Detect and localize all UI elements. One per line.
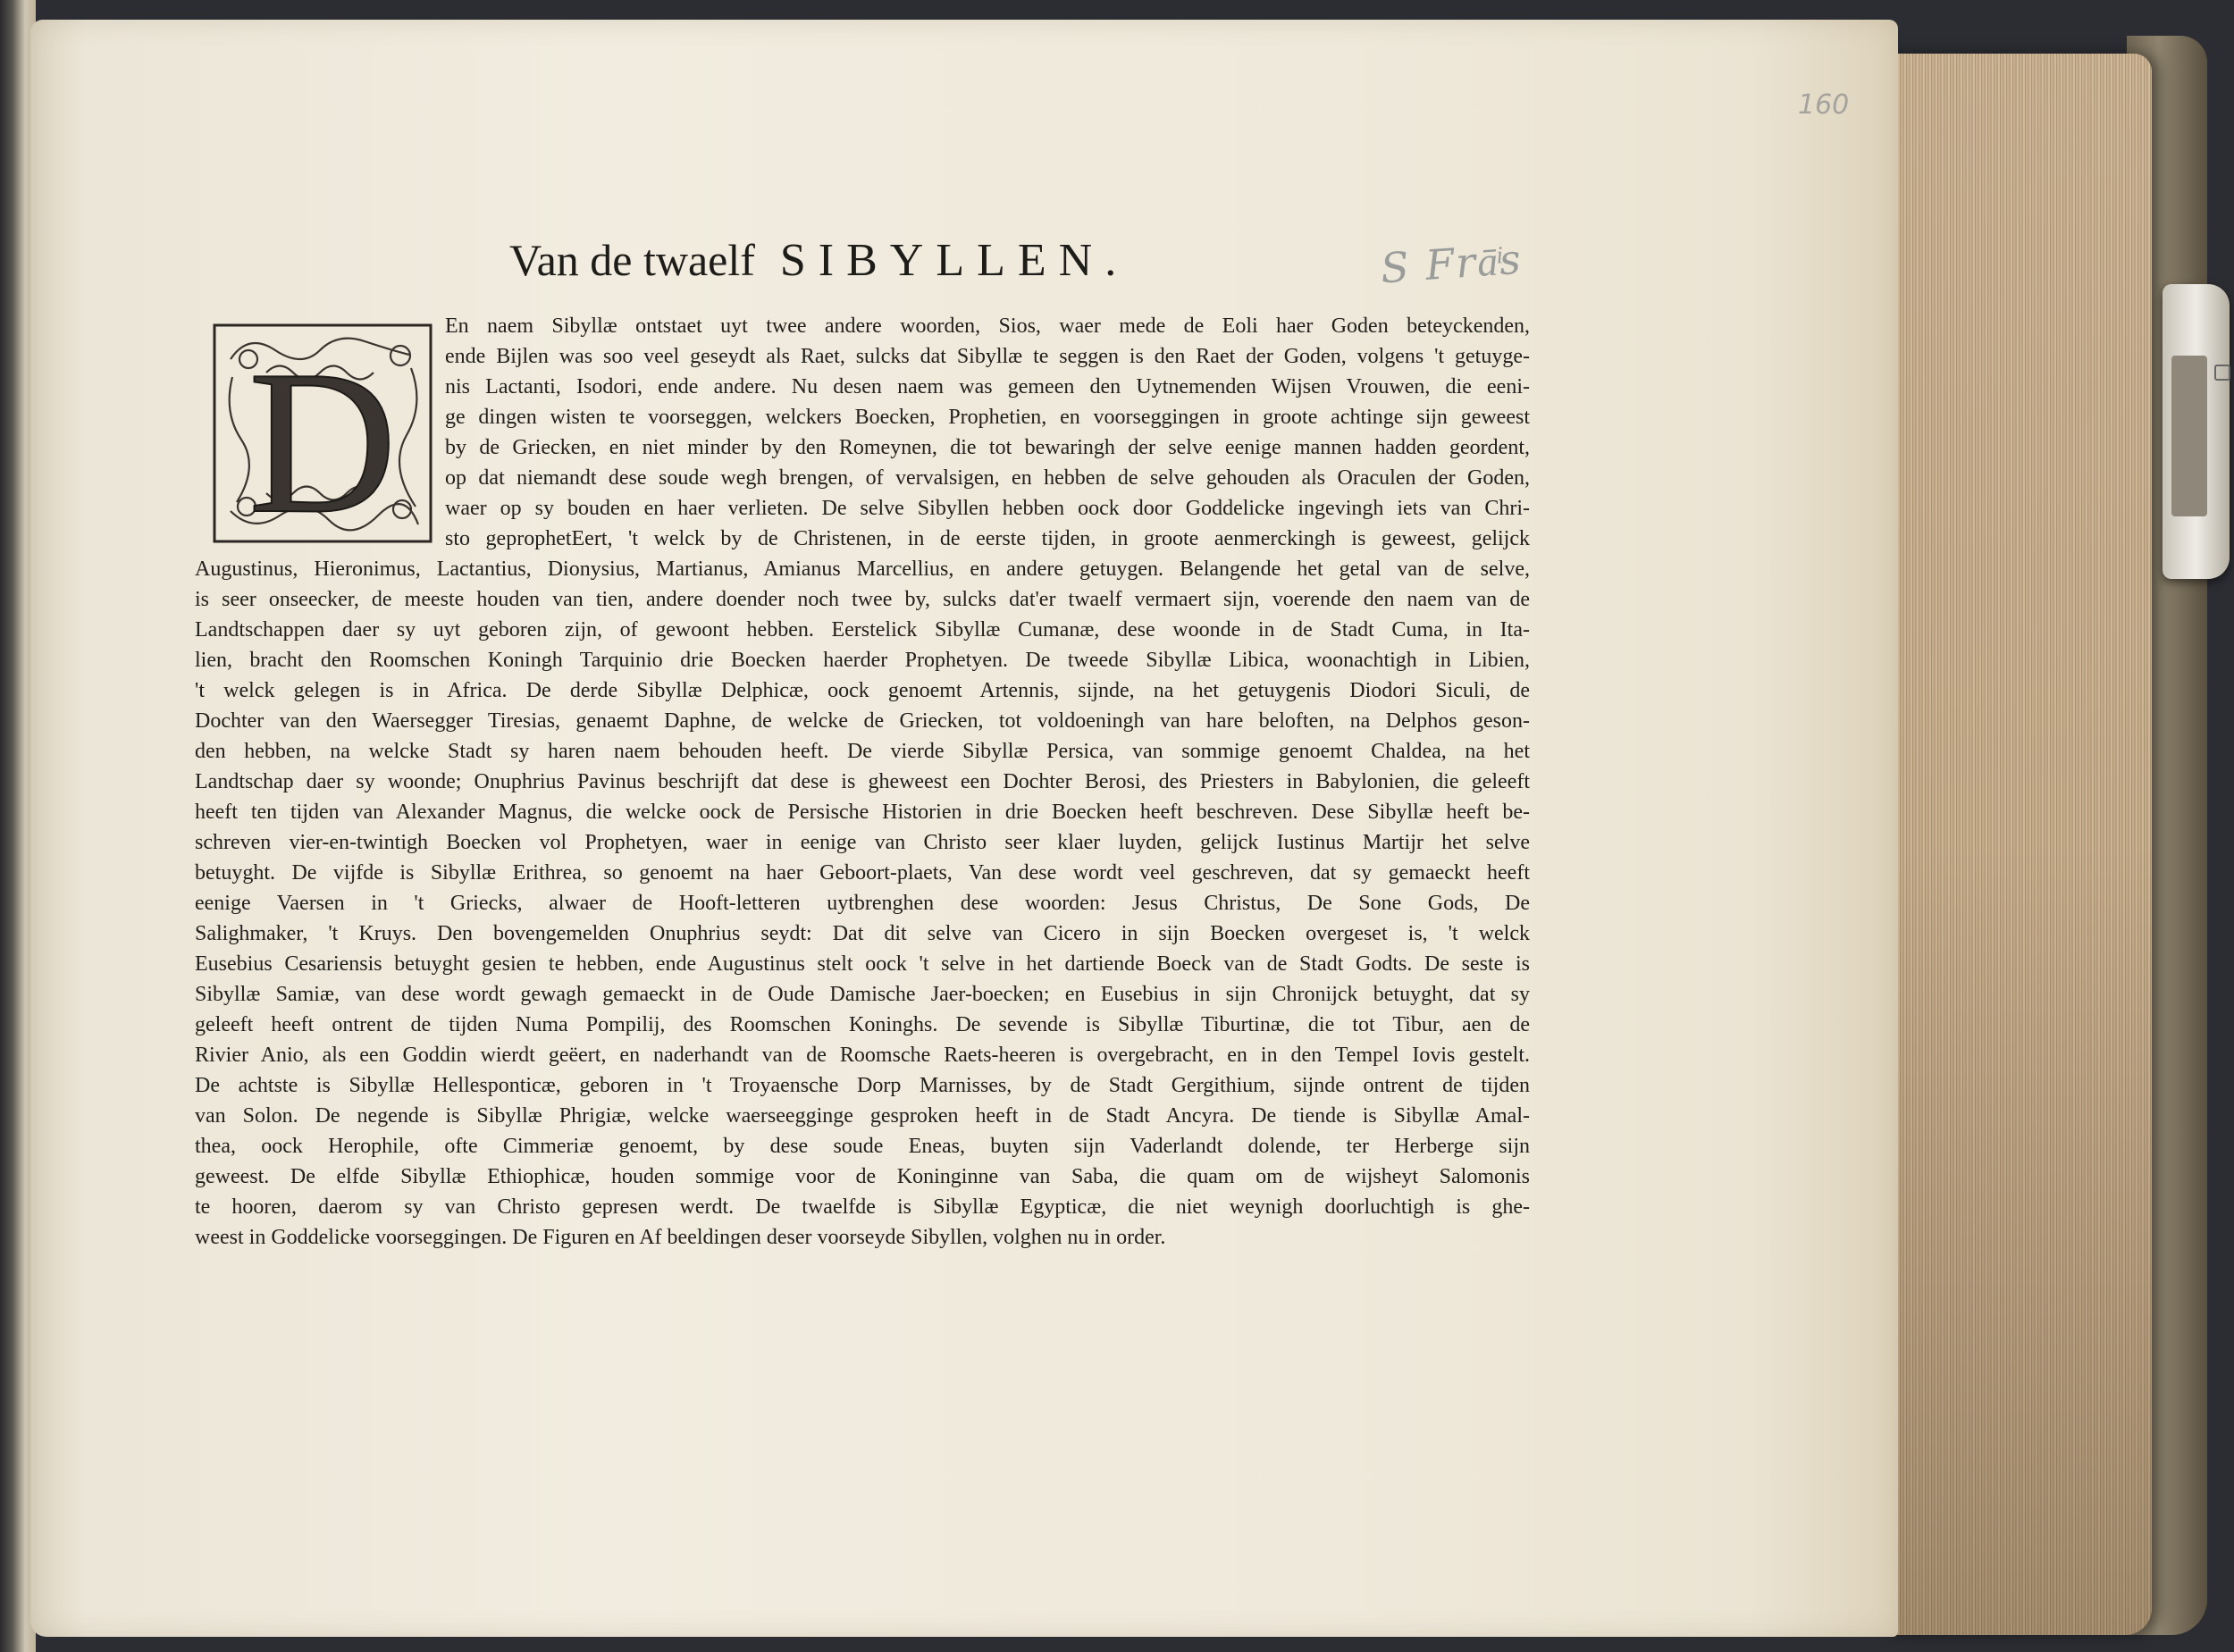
body-line: Eusebius Cesariensis betuyght gesien te hebben, ende Augustinus stelt oock 't selve in het dartiende Boeck van de Stadt Godts. De seste is [195,952,1530,976]
body-line: Dochter van den Waersegger Tiresias, genaemt Daphne, de welcke de Griecken, tot voldoeningh van hare beloften, na Delphos geson- [195,709,1530,733]
body-line: Augustinus, Hieronimus, Lactantius, Dionysius, Martianus, Amianus Marcellius, en andere getuygen. Belangende het getal van de selve, [195,558,1530,581]
body-line: geleeft heeft ontrent de tijden Numa Pompilij, des Roomschen Koninghs. De sevende is Sibyllæ Tiburtinæ, die tot Tibur, aen de [195,1013,1530,1036]
body-line: nis Lactanti, Isodori, ende andere. Nu desen naem was gemeen den Uytnemenden Wijsen Vrouwen, die eeni- [445,375,1530,398]
body-line: weest in Goddelicke voorseggingen. De Figuren en Af beeldingen deser voorseyde Sibyllen, volghen nu in order. [195,1226,1166,1249]
drop-cap-letter: D [248,328,398,543]
body-line: lien, bracht den Roomschen Koningh Tarquinio drie Boecken haerder Prophetyen. De tweede Sibyllæ Libica, woonachtigh in Libien, [195,649,1530,672]
title-lead: Van de twaelf [509,235,755,285]
clasp-icon [2163,284,2230,579]
page-block-edges [1884,54,2152,1635]
body-line: by de Griecken, en niet minder by den Romeynen, die tot bewaringh der selve eenige mannen hadden geordent, [445,436,1530,459]
folio-number: 160 [1798,89,1850,121]
body-line: Sibyllæ Samiæ, van dese wordt gewagh gemaeckt in de Oude Damische Jaer-boecken; en Eusebius in sijn Chronijck betuyght, dat sy [195,983,1530,1006]
body-line: te hooren, daerom sy van Christo gepresen werdt. De twaelfde is Sibyllæ Egypticæ, die niet weynigh doorluchtigh is ghe- [195,1195,1530,1219]
body-line: De achtste is Sibyllæ Hellesponticæ, geboren in 't Troyaensche Dorp Marnisses, by de Stadt Gergithium, sijnde ontrent de tijden [195,1074,1530,1097]
body-line: En naem Sibyllæ ontstaet uyt twee andere woorden, Sios, waer mede de Eoli haer Goden beteyckenden, [445,314,1530,338]
page-title [509,234,1129,287]
body-line: ende Bijlen was soo veel geseydt als Raet, sulcks dat Sibyllæ te seggen is den Raet der Goden, volgens 't getuyge- [445,345,1530,368]
handwritten-note: S Frāͥs [1379,234,1524,293]
body-line: van Solon. De negende is Sibyllæ Phrigiæ, welcke waerseegginge gesproken heeft in de Stadt Ancyra. De tiende is Sibyllæ Amal- [195,1104,1530,1128]
title-main: SIBYLLEN. [779,235,1130,286]
body-line: Salighmaker, 't Kruys. Den bovengemelden Onuphrius seydt: Dat dit selve van Cicero in sijn Boecken overgeset is, 't welck [195,922,1530,945]
body-line: geweest. De elfde Sibyllæ Ethiophicæ, houden sommige voor de Koninginne van Saba, die quam om de wijsheyt Salomonis [195,1165,1530,1188]
body-line: den hebben, na welcke Stadt sy haren naem behouden heeft. De vierde Sibyllæ Persica, van sommige genoemt Chaldea, na het [195,740,1530,763]
body-line: is seer onseecker, de meeste houden van tien, andere doender noch twee by, sulcks dat'er twaelf vermaert sijn, voerende den naem van de [195,588,1530,611]
body-line: Rivier Anio, als een Goddin wierdt geëert, en naderhandt van de Roomsche Raets-heeren is overgebracht, en in den Tempel Iovis gestelt. [195,1044,1530,1067]
body-line: 't welck gelegen is in Africa. De derde Sibyllæ Delphicæ, oock genoemt Artennis, sijnde, na het getuygenis Diodori Siculi, de [195,679,1530,702]
body-line: thea, oock Herophile, ofte Cimmeriæ genoemt, by dese soude Eneas, buyten sijn Vaderlandt dolende, ter Herberge sijn [195,1135,1530,1158]
body-line: ge dingen wisten te voorseggen, welckers Boecken, Prophetien, en voorseggingen in groote achtinge sijn geweest [445,406,1530,429]
body-line: waer op sy bouden en haer verlieten. De selve Sibyllen hebben oock door Goddelicke ingevingh iets van Chri- [445,497,1530,520]
body-line: op dat niemandt dese soude wegh brengen, of vervalsigen, en hebben de selve gehouden als Oraculen der Goden, [445,466,1530,490]
body-line: schreven vier-en-twintigh Boecken vol Prophetyen, waer in eenige van Christo seer klaer luyden, gelijck Iustinus Martijr het selve [195,831,1530,854]
body-line: sto geprophetEert, 't welck by de Christenen, in de eerste tijden, in groote aenmerckingh is geweest, gelijck [445,527,1530,550]
body-line: heeft ten tijden van Alexander Magnus, die welcke oock de Persische Historien in drie Boecken heeft beschreven. Dese Sibyllæ heeft be- [195,801,1530,824]
body-line: eenige Vaersen in 't Griecks, alwaer de Hooft-letteren uytbrenghen dese woorden: Jesus Christus, De Sone Gods, De [195,892,1530,915]
body-line: Landtschappen daer sy uyt geboren zijn, of gewoont hebben. Eerstelick Sibyllæ Cumanæ, dese woonde in de Stadt Cuma, in Ita- [195,618,1530,642]
body-line: Landtschap daer sy woonde; Onuphrius Pavinus beschrijft dat dese is gheweest een Dochter Berosi, des Priesters in Babylonien, die geleeft [195,770,1530,793]
decorated-initial-icon [213,323,433,543]
body-line: betuyght. De vijfde is Sibyllæ Erithrea, so genoemt na haer Geboort-plaets, Van dese wordt veel geschreven, dat sy gemaeckt heeft [195,861,1530,885]
